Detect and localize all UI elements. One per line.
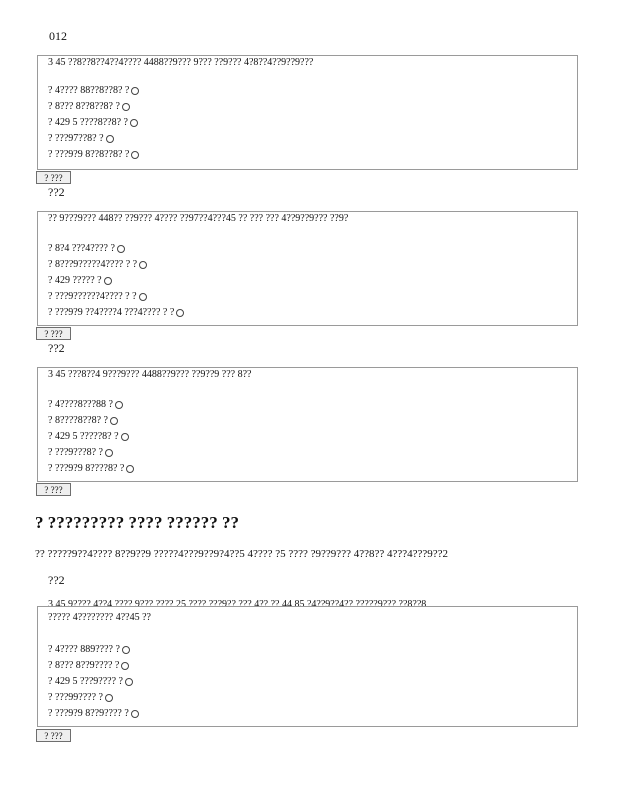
page-title: 012 xyxy=(49,29,67,43)
radio-icon[interactable] xyxy=(126,465,134,473)
option[interactable] xyxy=(48,242,125,256)
option-label: ? ???97??8? ? xyxy=(48,133,104,144)
option[interactable] xyxy=(48,675,133,689)
option-label: ? 8?4 ???4???? ? xyxy=(48,243,115,254)
radio-icon[interactable] xyxy=(131,151,139,159)
option[interactable] xyxy=(48,398,123,412)
option-label: ? 429 5 ????8??8? ? xyxy=(48,117,128,128)
option[interactable] xyxy=(48,707,139,721)
option-label: ? 4???? 88??8??8? ? xyxy=(48,85,130,96)
radio-icon[interactable] xyxy=(122,646,130,654)
option[interactable] xyxy=(48,258,147,272)
submit-button[interactable]: ? ??? xyxy=(36,327,71,340)
radio-icon[interactable] xyxy=(110,417,118,425)
option-label: ? ???9?9 8????8? ? xyxy=(48,463,125,474)
section-label: ??2 xyxy=(48,573,65,587)
section-label: ??2 xyxy=(48,341,65,355)
radio-icon[interactable] xyxy=(121,433,129,441)
option-label: ? 4???? 889???? ? xyxy=(48,644,120,655)
radio-icon[interactable] xyxy=(106,135,114,143)
radio-icon[interactable] xyxy=(115,401,123,409)
description-text: ?? ?????9??4???? 8??9??9 ?????4???9??9?4??5 4???? ?5 ???? ?9??9??? 4??8?? 4???4???9??2 xyxy=(35,548,449,560)
option-label: ? ???9?9 8??8??8? ? xyxy=(48,149,130,160)
radio-icon[interactable] xyxy=(117,245,125,253)
radio-icon[interactable] xyxy=(121,662,129,670)
option[interactable] xyxy=(48,290,147,304)
option[interactable] xyxy=(48,100,130,114)
option[interactable] xyxy=(48,446,113,460)
section-label: ??2 xyxy=(48,185,65,199)
radio-icon[interactable] xyxy=(105,449,113,457)
radio-icon[interactable] xyxy=(131,87,139,95)
section-heading: ? ????????? ???? ?????? ?? xyxy=(35,513,239,532)
question-panel xyxy=(37,367,578,482)
option-label: ? 8??? 8??9???? ? xyxy=(48,660,120,671)
option-label: ? 429 5 ?????8? ? xyxy=(48,431,119,442)
option[interactable] xyxy=(48,274,112,288)
option-label: ? ???99???? ? xyxy=(48,692,103,703)
radio-icon[interactable] xyxy=(125,678,133,686)
radio-icon[interactable] xyxy=(176,309,184,317)
submit-button[interactable]: ? ??? xyxy=(36,729,71,742)
option-label: ? 8??? 8??8??8? ? xyxy=(48,101,120,112)
radio-icon[interactable] xyxy=(122,103,130,111)
radio-icon[interactable] xyxy=(105,694,113,702)
question-panel xyxy=(37,211,578,326)
question-panel xyxy=(37,55,578,170)
option-label: ? 429 5 ???9???? ? xyxy=(48,676,123,687)
option-label: ? 429 ????? ? xyxy=(48,275,102,286)
radio-icon[interactable] xyxy=(131,710,139,718)
option-label: ? ???9??????4???? ? ? xyxy=(48,291,137,302)
option[interactable] xyxy=(48,643,130,657)
option[interactable] xyxy=(48,148,139,162)
option[interactable] xyxy=(48,691,113,705)
option-label: ? 8????8??8? ? xyxy=(48,415,108,426)
radio-icon[interactable] xyxy=(104,277,112,285)
radio-icon[interactable] xyxy=(139,293,147,301)
option-label: ? 8???9?????4???? ? ? xyxy=(48,259,138,270)
option-label: ? ???9?9 ??4????4 ???4???? ? ? xyxy=(48,307,175,318)
question-panel xyxy=(37,606,578,727)
question-text: 3 45 ???8??4 9???9??? 4488??9??? ??9??9 ??? 8?? xyxy=(48,369,252,380)
option[interactable] xyxy=(48,306,184,320)
option[interactable] xyxy=(48,84,139,98)
question-text: ?? 9???9??? 448?? ??9??? 4???? ??97??4???45 ?? ??? ??? 4??9??9??? ??9? xyxy=(48,213,349,224)
option[interactable] xyxy=(48,132,114,146)
option[interactable] xyxy=(48,430,129,444)
option[interactable] xyxy=(48,659,129,673)
submit-button[interactable]: ? ??? xyxy=(36,171,71,184)
option[interactable] xyxy=(48,462,134,476)
question-text: 3 45 9???? 4??4 ???? 9??? ???? 25 ???? ???9?? ??? 4?? ?? 44 85 ?4??9??4?? ?????9??? ??8??8 xyxy=(48,599,427,610)
option-label: ? 4????8???88 ? xyxy=(48,399,113,410)
option[interactable] xyxy=(48,414,118,428)
option[interactable] xyxy=(48,116,138,130)
option-label: ? ???9?9 8??9???? ? xyxy=(48,708,129,719)
radio-icon[interactable] xyxy=(130,119,138,127)
question-text: 3 45 ??8??8??4??4???? 4488??9??? 9??? ??9??? 4?8??4??9??9??? xyxy=(48,57,314,68)
submit-button[interactable]: ? ??? xyxy=(36,483,71,496)
option-label: ? ???9???8? ? xyxy=(48,447,103,458)
radio-icon[interactable] xyxy=(139,261,147,269)
question-text-line2: ????? 4???????? 4??45 ?? xyxy=(48,612,151,623)
